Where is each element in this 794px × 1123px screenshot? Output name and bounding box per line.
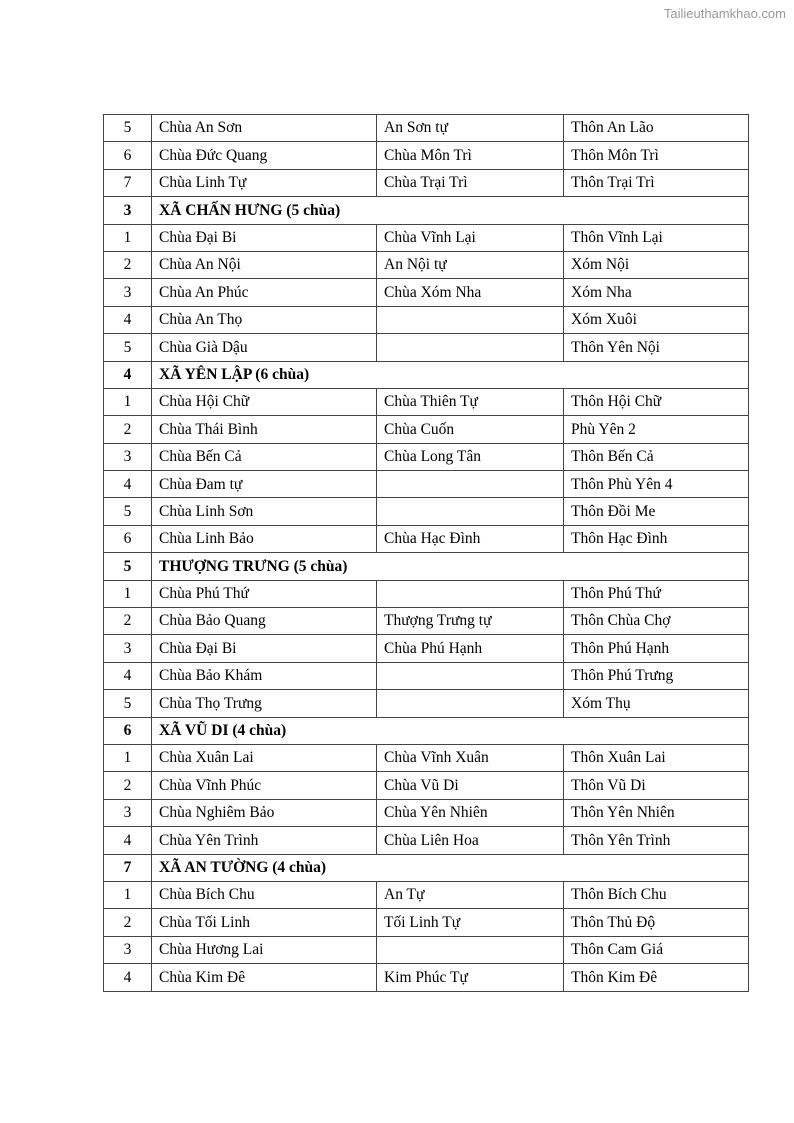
temple-alias: Chùa Trại Trì	[377, 169, 564, 196]
temple-name: Chùa An Sơn	[152, 115, 377, 142]
section-title: THƯỢNG TRƯNG (5 chùa)	[152, 553, 749, 580]
temple-alias: Chùa Vĩnh Lại	[377, 224, 564, 251]
section-row	[104, 197, 749, 224]
section-row	[104, 854, 749, 881]
temple-alias	[377, 498, 564, 525]
temple-alias: Tối Linh Tự	[377, 909, 564, 936]
temple-name: Chùa Hương Lai	[152, 936, 377, 963]
section-number: 3	[104, 197, 152, 224]
temple-location: Thôn Môn Trì	[564, 142, 749, 169]
temple-alias: Chùa Cuốn	[377, 416, 564, 443]
temple-location: Thôn Phù Yên 4	[564, 471, 749, 498]
temple-location: Thôn Yên Nội	[564, 334, 749, 361]
temple-alias: An Sơn tự	[377, 115, 564, 142]
temple-alias: An Nội tự	[377, 251, 564, 278]
row-number: 3	[104, 936, 152, 963]
temple-name: Chùa Bảo Khám	[152, 662, 377, 689]
temple-name: Chùa Linh Tự	[152, 169, 377, 196]
row-number: 5	[104, 334, 152, 361]
row-number: 3	[104, 635, 152, 662]
temple-name: Chùa Bến Cả	[152, 443, 377, 470]
row-number: 3	[104, 443, 152, 470]
temple-location: Thôn Xuân Lai	[564, 744, 749, 771]
table-row	[104, 279, 749, 306]
table-row	[104, 662, 749, 689]
table-row	[104, 690, 749, 717]
table-row	[104, 580, 749, 607]
table-row	[104, 964, 749, 991]
temple-alias: An Tự	[377, 881, 564, 908]
table-row	[104, 388, 749, 415]
table-row	[104, 881, 749, 908]
temple-alias	[377, 690, 564, 717]
table-row	[104, 306, 749, 333]
temple-alias: Chùa Liên Hoa	[377, 827, 564, 854]
temple-alias	[377, 580, 564, 607]
row-number: 7	[104, 169, 152, 196]
temple-name: Chùa Nghiêm Bảo	[152, 799, 377, 826]
temple-alias	[377, 662, 564, 689]
temple-location: Phù Yên 2	[564, 416, 749, 443]
section-row	[104, 717, 749, 744]
temple-location: Thôn Chùa Chợ	[564, 608, 749, 635]
section-number: 4	[104, 361, 152, 388]
temple-alias: Chùa Vũ Di	[377, 772, 564, 799]
temple-location: Xóm Xuôi	[564, 306, 749, 333]
temple-name: Chùa Vĩnh Phúc	[152, 772, 377, 799]
row-number: 2	[104, 608, 152, 635]
row-number: 4	[104, 827, 152, 854]
temple-name: Chùa Đại Bi	[152, 224, 377, 251]
table-row	[104, 772, 749, 799]
table-row	[104, 498, 749, 525]
temple-location: Thôn Kim Đê	[564, 964, 749, 991]
temple-name: Chùa An Phúc	[152, 279, 377, 306]
temple-alias	[377, 936, 564, 963]
temple-name: Chùa Phú Thứ	[152, 580, 377, 607]
row-number: 6	[104, 142, 152, 169]
watermark: Tailieuthamkhao.com	[663, 6, 786, 21]
table-row	[104, 416, 749, 443]
row-number: 1	[104, 388, 152, 415]
temple-location: Xóm Nha	[564, 279, 749, 306]
row-number: 4	[104, 306, 152, 333]
temple-location: Thôn Vũ Di	[564, 772, 749, 799]
temple-location: Thôn Yên Trình	[564, 827, 749, 854]
temple-name: Chùa Linh Sơn	[152, 498, 377, 525]
table-row	[104, 525, 749, 552]
row-number: 3	[104, 279, 152, 306]
temple-name: Chùa Xuân Lai	[152, 744, 377, 771]
temple-location: Thôn Yên Nhiên	[564, 799, 749, 826]
section-title: XÃ YÊN LẬP (6 chùa)	[152, 361, 749, 388]
temple-alias	[377, 334, 564, 361]
row-number: 2	[104, 909, 152, 936]
temple-alias: Chùa Yên Nhiên	[377, 799, 564, 826]
temple-name: Chùa Kim Đê	[152, 964, 377, 991]
row-number: 5	[104, 115, 152, 142]
row-number: 6	[104, 525, 152, 552]
row-number: 2	[104, 416, 152, 443]
section-title: XÃ VŨ DI (4 chùa)	[152, 717, 749, 744]
temple-location: Thôn Hạc Đình	[564, 525, 749, 552]
temple-alias: Chùa Long Tân	[377, 443, 564, 470]
temple-location: Thôn Phú Trưng	[564, 662, 749, 689]
temple-alias	[377, 306, 564, 333]
table-row	[104, 224, 749, 251]
temple-location: Thôn Đồi Me	[564, 498, 749, 525]
row-number: 1	[104, 744, 152, 771]
section-row	[104, 553, 749, 580]
section-row	[104, 361, 749, 388]
temple-name: Chùa Linh Bảo	[152, 525, 377, 552]
table-row	[104, 635, 749, 662]
temple-table	[103, 114, 749, 992]
row-number: 4	[104, 964, 152, 991]
temple-location: Thôn Bích Chu	[564, 881, 749, 908]
temple-alias: Thượng Trưng tự	[377, 608, 564, 635]
row-number: 4	[104, 471, 152, 498]
temple-location: Thôn Vĩnh Lại	[564, 224, 749, 251]
section-number: 6	[104, 717, 152, 744]
temple-name: Chùa An Nội	[152, 251, 377, 278]
temple-name: Chùa Tối Linh	[152, 909, 377, 936]
temple-name: Chùa Thọ Trưng	[152, 690, 377, 717]
temple-name: Chùa Yên Trình	[152, 827, 377, 854]
temple-alias: Chùa Phú Hạnh	[377, 635, 564, 662]
temple-location: Thôn Hội Chữ	[564, 388, 749, 415]
table-row	[104, 334, 749, 361]
row-number: 2	[104, 251, 152, 278]
row-number: 4	[104, 662, 152, 689]
temple-name: Chùa Thái Bình	[152, 416, 377, 443]
section-number: 5	[104, 553, 152, 580]
temple-alias	[377, 471, 564, 498]
table-row	[104, 443, 749, 470]
temple-name: Chùa Đại Bi	[152, 635, 377, 662]
temple-location: Thôn Phú Thứ	[564, 580, 749, 607]
table-row	[104, 142, 749, 169]
temple-location: Thôn Phú Hạnh	[564, 635, 749, 662]
temple-name: Chùa Bảo Quang	[152, 608, 377, 635]
temple-location: Thôn Trại Trì	[564, 169, 749, 196]
temple-table-body	[104, 115, 749, 992]
temple-name: Chùa Hội Chữ	[152, 388, 377, 415]
temple-alias: Chùa Thiên Tự	[377, 388, 564, 415]
section-title: XÃ AN TƯỜNG (4 chùa)	[152, 854, 749, 881]
temple-location: Thôn Cam Giá	[564, 936, 749, 963]
temple-alias: Chùa Môn Trì	[377, 142, 564, 169]
temple-location: Thôn An Lão	[564, 115, 749, 142]
table-row	[104, 115, 749, 142]
row-number: 5	[104, 690, 152, 717]
table-row	[104, 608, 749, 635]
table-row	[104, 744, 749, 771]
temple-location: Thôn Thủ Độ	[564, 909, 749, 936]
table-row	[104, 936, 749, 963]
row-number: 5	[104, 498, 152, 525]
table-row	[104, 799, 749, 826]
row-number: 1	[104, 881, 152, 908]
section-number: 7	[104, 854, 152, 881]
temple-alias: Chùa Xóm Nha	[377, 279, 564, 306]
table-row	[104, 169, 749, 196]
temple-name: Chùa An Thọ	[152, 306, 377, 333]
temple-name: Chùa Bích Chu	[152, 881, 377, 908]
temple-alias: Chùa Hạc Đình	[377, 525, 564, 552]
table-row	[104, 827, 749, 854]
row-number: 1	[104, 224, 152, 251]
temple-location: Xóm Thụ	[564, 690, 749, 717]
table-row	[104, 909, 749, 936]
temple-location: Xóm Nội	[564, 251, 749, 278]
row-number: 3	[104, 799, 152, 826]
temple-name: Chùa Đam tự	[152, 471, 377, 498]
row-number: 1	[104, 580, 152, 607]
table-row	[104, 251, 749, 278]
temple-name: Chùa Già Dậu	[152, 334, 377, 361]
temple-alias: Kim Phúc Tự	[377, 964, 564, 991]
row-number: 2	[104, 772, 152, 799]
temple-name: Chùa Đức Quang	[152, 142, 377, 169]
temple-location: Thôn Bến Cả	[564, 443, 749, 470]
temple-alias: Chùa Vĩnh Xuân	[377, 744, 564, 771]
table-row	[104, 471, 749, 498]
section-title: XÃ CHẤN HƯNG (5 chùa)	[152, 197, 749, 224]
